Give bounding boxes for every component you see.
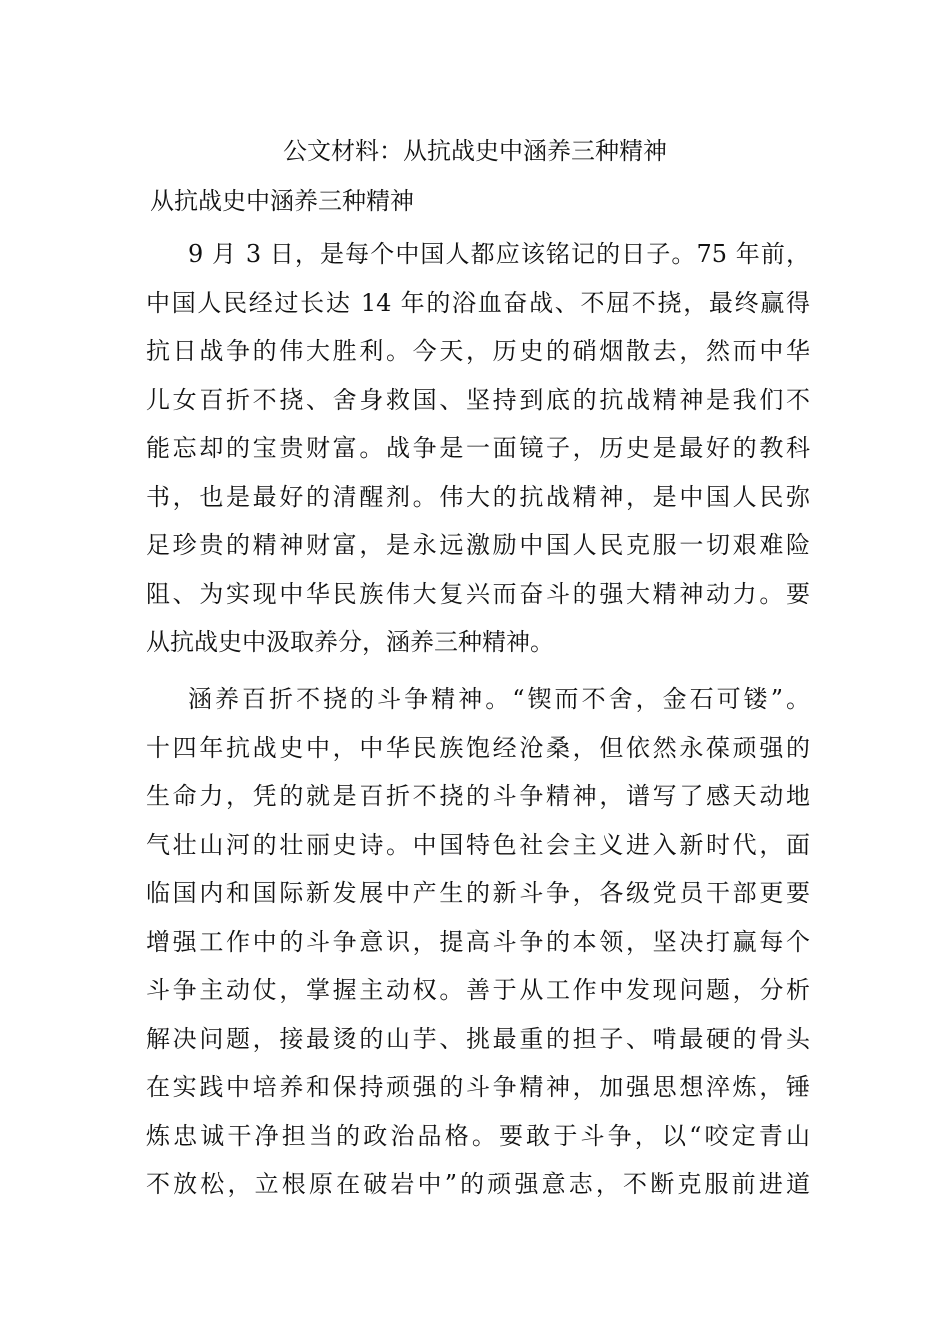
paragraph-line: 涵养百折不挠的斗争精神。“锲而不舍，金石可镂”。 <box>188 685 810 713</box>
paragraph-line: 儿女百折不挠、舍身救国、坚持到底的抗战精神是我们不 <box>146 385 810 414</box>
paragraph-1 <box>146 230 810 667</box>
paragraph-line: 从抗战史中汲取养分，涵养三种精神。 <box>146 628 554 656</box>
paragraph-line: 9 月 3 日，是每个中国人都应该铭记的日子。75 年前， <box>188 240 810 268</box>
paragraph-line: 生命力，凭的就是百折不挠的斗争精神，谱写了感天动地 <box>146 782 810 810</box>
paragraph-2 <box>146 675 810 1209</box>
paragraph-line: 不放松，立根原在破岩中”的顽强意志，不断克服前进道 <box>146 1170 810 1198</box>
paragraph-line: 在实践中培养和保持顽强的斗争精神，加强思想淬炼，锤 <box>146 1073 810 1101</box>
paragraph-line: 能忘却的宝贵财富。战争是一面镜子，历史是最好的教科 <box>146 434 810 462</box>
paragraph-line: 炼忠诚干净担当的政治品格。要敢于斗争，以“咬定青山 <box>146 1121 810 1150</box>
paragraph-line: 十四年抗战史中，中华民族饱经沧桑，但依然永葆顽强的 <box>146 733 810 762</box>
paragraph-line: 书，也是最好的清醒剂。伟大的抗战精神，是中国人民弥 <box>146 482 810 511</box>
paragraph-line: 中国人民经过长达 14 年的浴血奋战、不屈不挠，最终赢得 <box>146 288 810 317</box>
paragraph-line: 临国内和国际新发展中产生的新斗争，各级党员干部更要 <box>146 879 810 907</box>
paragraph-line: 气壮山河的壮丽史诗。中国特色社会主义进入新时代，面 <box>146 830 810 859</box>
paragraph-line: 抗日战争的伟大胜利。今天，历史的硝烟散去，然而中华 <box>146 337 810 365</box>
paragraph-line: 足珍贵的精神财富，是永远激励中国人民克服一切艰难险 <box>146 531 810 559</box>
document-subtitle: 从抗战史中涵养三种精神 <box>150 187 414 215</box>
paragraph-line: 增强工作中的斗争意识，提高斗争的本领，坚决打赢每个 <box>146 927 810 956</box>
paragraph-line: 解决问题，接最烫的山芋、挑最重的担子、啃最硬的骨头 <box>146 1024 810 1053</box>
paragraph-line: 斗争主动仗，掌握主动权。善于从工作中发现问题，分析 <box>146 976 810 1004</box>
document-title: 公文材料：从抗战史中涵养三种精神 <box>283 137 667 165</box>
paragraph-line: 阻、为实现中华民族伟大复兴而奋斗的强大精神动力。要 <box>146 579 810 608</box>
